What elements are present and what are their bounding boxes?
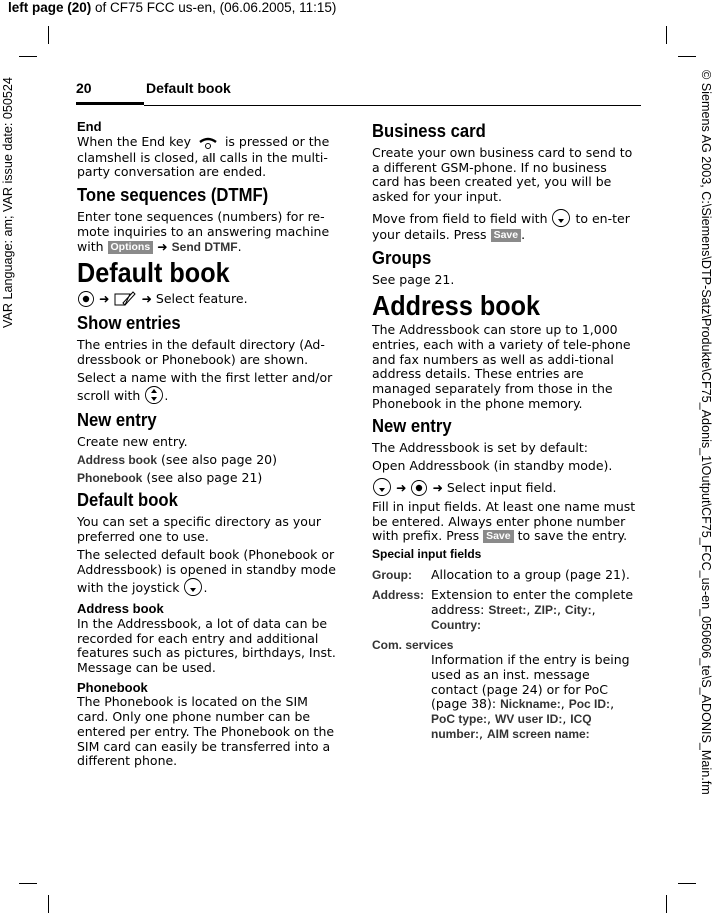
business-card-text: Create your own business card to send to a different GSM-phone. If no business card has been created yet, you will be asked for your input. <box>372 145 633 205</box>
header-rule-thick <box>76 102 144 105</box>
address-book-subheading: Address book <box>77 601 164 617</box>
joystick-down-icon <box>551 208 571 228</box>
address-book-intro: The Addressbook can store up to 1,000 entries, each with a variety of tele-phone and fax numbers as well as addi-tional address details. These entries are managed separately from those in the Phonebook in the phone memory. <box>372 322 631 411</box>
crop-mark <box>678 56 696 57</box>
print-header: left page (20) of CF75 FCC us-en, (06.06.2005, 11:15) <box>8 0 337 15</box>
groups-text: See page 21. <box>372 271 455 287</box>
com-services-text: Information if the entry is being used as an inst. message contact (page 24) or for PoC (page 38): Nickname:, Poc ID:, PoC type:, WV user ID:, ICQ number:, AIM screen name: <box>431 652 630 741</box>
options-softkey: Options <box>108 241 154 254</box>
header-rule <box>144 105 641 106</box>
default-book-joystick: The selected default book (Phonebook or Addressbook) is opened in standby mode with the joystick . <box>77 546 336 596</box>
crop-mark <box>48 895 49 913</box>
end-text: When the End key is pressed or the clamshell is closed, all calls in the multi-party conversation are ended. <box>77 133 330 180</box>
end-heading: End <box>77 119 102 134</box>
new-entry-nav: ➜ ➜ Select input field. <box>372 477 638 497</box>
address-book-title: Address book <box>372 290 541 322</box>
com-services-label: Com. services <box>372 638 454 653</box>
show-entries-heading: Show entries <box>77 312 181 334</box>
joystick-center-icon <box>410 479 428 497</box>
default-book-heading: Default book <box>77 489 178 511</box>
phonebook-text: The Phonebook is located on the SIM card. Only one phone number can be entered per entry. The Phonebook on the SIM card can easily be transferred into a different phone. <box>77 694 335 769</box>
phonebook-subheading: Phonebook <box>77 679 148 695</box>
save-softkey: Save <box>491 229 522 242</box>
crop-mark <box>678 883 696 884</box>
chapter-title: Default book <box>77 257 230 289</box>
business-card-heading: Business card <box>372 120 486 141</box>
new-entry-default: The Addressbook is set by default: <box>372 440 588 456</box>
crop-mark <box>48 26 49 44</box>
group-field: Group: Allocation to a group (page 21). <box>372 566 630 582</box>
end-key-icon <box>195 135 221 151</box>
crop-mark <box>19 56 37 57</box>
save-softkey: Save <box>483 530 514 543</box>
show-entries-scroll: Select a name with the first letter and/or scroll with . <box>77 369 333 404</box>
right-column <box>372 120 638 741</box>
joystick-center-icon <box>77 290 95 308</box>
new-entry-fill: Fill in input fields. At least one name must be entered. Always enter phone number with prefix. Press Save to save the entry. <box>372 498 636 544</box>
crop-mark <box>19 883 37 884</box>
joystick-down-icon <box>372 477 392 497</box>
crop-mark <box>666 26 667 44</box>
side-note-right: © Siemens AG 2003, C:\Siemens\DTP-Satz\Produkte\CF75_Adonis_1\Output\CF75_FCC_us-en_050606_te\S_ADONIS_Main.fm <box>699 70 713 795</box>
new-entry-heading-right: New entry <box>372 415 452 437</box>
address-field: Address: Extension to enter the complete address: Street:, ZIP:, City:, Country: <box>372 587 634 632</box>
side-note-left: VAR Language: am; VAR issue date: 050524 <box>1 77 15 328</box>
default-book-text: You can set a specific directory as your preferred one to use. <box>77 514 322 545</box>
new-entry-addressbook: Address book (see also page 20) <box>77 452 277 468</box>
new-entry-phonebook: Phonebook (see also page 21) <box>77 469 263 485</box>
nav-path: ➜ ➜ Select feature. <box>77 290 343 308</box>
page-number: 20 <box>76 80 92 96</box>
new-entry-text: Create new entry. <box>77 434 188 450</box>
tone-heading: Tone sequences (DTMF) <box>77 184 269 206</box>
show-entries-text: The entries in the default directory (Ad-dressbook or Phonebook) are shown. <box>77 337 325 367</box>
special-fields-heading: Special input fields <box>372 546 482 561</box>
running-title: Default book <box>146 80 231 96</box>
business-card-fields: Move from field to field with to en-ter your details. Press Save . <box>372 208 638 243</box>
address-book-text: In the Addressbook, a lot of data can be recorded for each entry and additional features such as pictures, birthdays, Inst. Message can be used. <box>77 615 336 676</box>
contacts-menu-icon <box>113 290 137 308</box>
joystick-updown-icon <box>144 385 164 405</box>
groups-heading: Groups <box>372 246 432 268</box>
crop-mark <box>666 895 667 913</box>
tone-text: Enter tone sequences (numbers) for re-mote inquiries to an answering machine with Options ➜ Send DTMF. <box>77 209 330 254</box>
left-column <box>77 120 343 772</box>
new-entry-open: Open Addressbook (in standby mode). <box>372 458 613 474</box>
joystick-down-icon <box>183 577 203 597</box>
new-entry-heading: New entry <box>77 409 157 431</box>
